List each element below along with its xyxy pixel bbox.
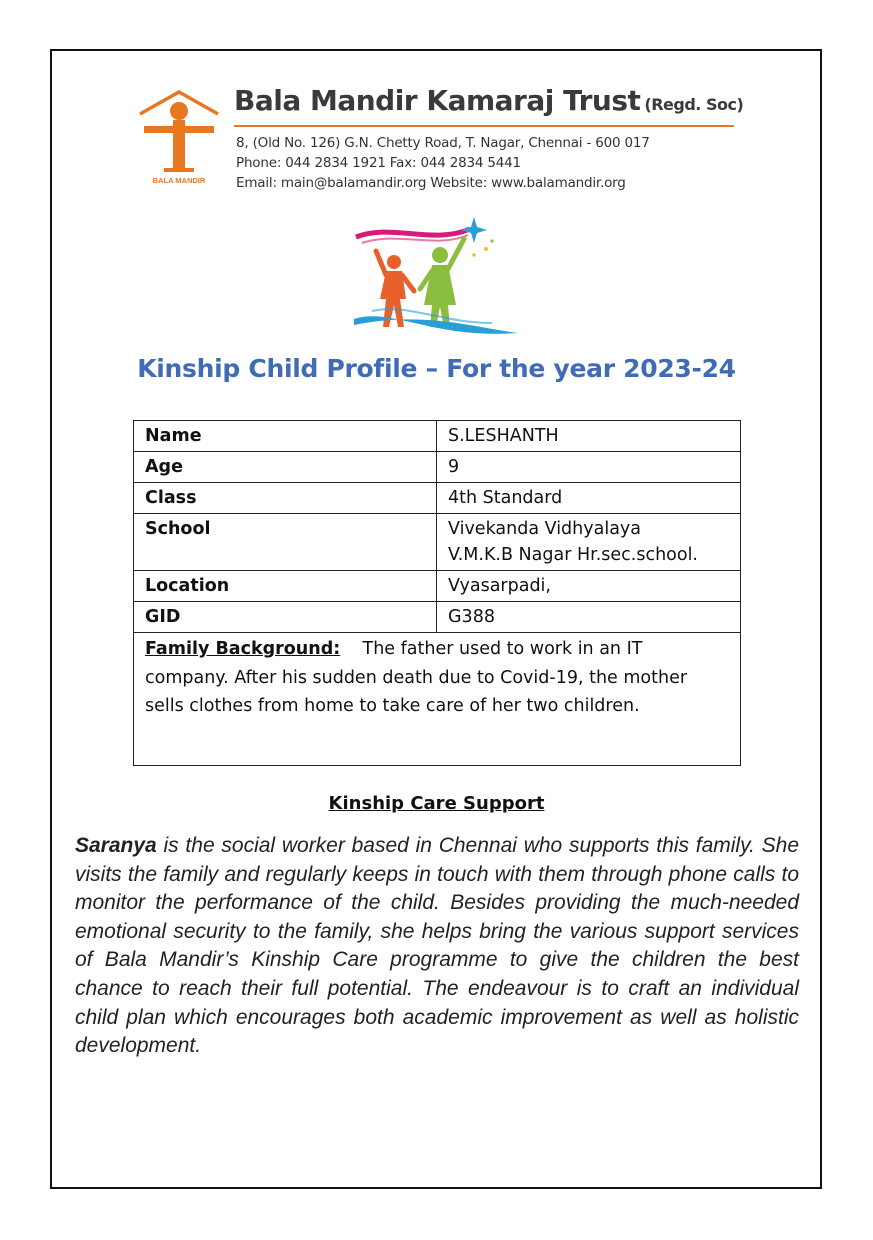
row-value-name: S.LESHANTH bbox=[437, 421, 741, 452]
table-row bbox=[134, 633, 741, 766]
table-row bbox=[134, 602, 741, 633]
row-label-name: Name bbox=[134, 421, 437, 452]
organization-name: Bala Mandir Kamaraj Trust (Regd. Soc) bbox=[234, 84, 744, 117]
support-text: is the social worker based in Chennai who supports this family. She visits the family and regularly keeps in touch with them through phone calls to monitor the performance of the child. Besides providing the much-needed emotional security to the family, she helps bring the various support services of Bala Mandir’s Kinship Care programme to give the children the best chance to reach their full potential. The endeavour is to craft an individual child plan which encourages both academic improvement as well as holistic development. bbox=[75, 834, 799, 1058]
row-label-class: Class bbox=[134, 483, 437, 514]
family-background-cell bbox=[134, 633, 741, 766]
child-profile-table bbox=[133, 420, 741, 766]
row-label-school: School bbox=[134, 514, 437, 571]
table-row bbox=[134, 483, 741, 514]
table-row bbox=[134, 452, 741, 483]
header-rule bbox=[234, 125, 734, 127]
children-emblem bbox=[352, 215, 522, 340]
table-row bbox=[134, 514, 741, 571]
row-value-class: 4th Standard bbox=[437, 483, 741, 514]
document-title: Kinship Child Profile – For the year 2023-24 bbox=[137, 354, 736, 383]
family-background-text: The father used to work in an IT company. After his sudden death due to Covid-19, the mother sells clothes from home to take care of her two children. bbox=[145, 639, 688, 716]
table-row bbox=[134, 571, 741, 602]
row-value-age: 9 bbox=[437, 452, 741, 483]
family-background-label: Family Background: bbox=[145, 639, 341, 659]
row-value-gid: G388 bbox=[437, 602, 741, 633]
social-worker-name: Saranya bbox=[75, 834, 157, 857]
support-heading: Kinship Care Support bbox=[328, 793, 545, 814]
org-address: 8, (Old No. 126) G.N. Chetty Road, T. Nagar, Chennai - 600 017 bbox=[236, 135, 650, 151]
svg-text:BALA MANDIR: BALA MANDIR bbox=[152, 176, 206, 185]
org-phone-fax: Phone: 044 2834 1921 Fax: 044 2834 5441 bbox=[236, 155, 521, 171]
row-label-location: Location bbox=[134, 571, 437, 602]
row-value-school bbox=[437, 514, 741, 571]
org-email-website: Email: main@balamandir.org Website: www.balamandir.org bbox=[236, 175, 626, 191]
bala-mandir-logo bbox=[138, 90, 220, 190]
support-paragraph bbox=[75, 832, 799, 1061]
school-line-2: V.M.K.B Nagar Hr.sec.school. bbox=[448, 545, 698, 565]
row-label-gid: GID bbox=[134, 602, 437, 633]
row-value-location: Vyasarpadi, bbox=[437, 571, 741, 602]
school-line-1: Vivekanda Vidhyalaya bbox=[448, 519, 642, 539]
table-row bbox=[134, 421, 741, 452]
row-label-age: Age bbox=[134, 452, 437, 483]
